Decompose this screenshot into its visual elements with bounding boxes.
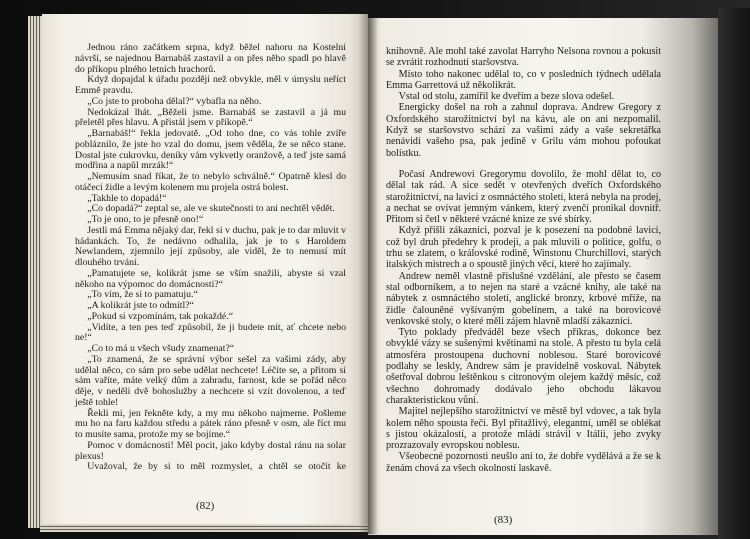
right-edge-shadow <box>718 8 750 539</box>
paragraph: „Barnabáš!“ řekla jedovatě. „Od toho dne, co vás tohle zvíře pobláznilo, že jste ho vzal do domu, jsem věděla, že se něco stane. Dostal jste cukrovku, deníky vám vykvetly oranžově, a teď jste samá modřina a napůl mrzák!“ <box>75 128 346 172</box>
paragraph: Jednou ráno začátkem srpna, když běžel nahoru na Kostelní návrší, se najednou Barnabáš zastavil a on přes něho spadl po hlavě do příkopu plného letních hrachorů. <box>75 42 346 75</box>
paragraph: Tyto poklady předváděl beze všech příkras, dokonce bez obvyklé vázy se sušenými květinami na stole. A přesto tu byla celá atmosféra prostoupena duchovní noblesou. Staré borovicové podlahy se leskly, Andrew sám je pravidelně voskoval. Nábytek ošetřoval dobrou leštěnkou s citronovým olejem každý měsíc, což všechno dohromady dodávalo jeho obchodu lákavou charakteristickou vůni. <box>386 327 661 406</box>
paragraph: Nedokázal lhát. „Běželi jsme. Barnabáš se zastavil a já mu přeletěl přes hlavu. A přistál jsem v příkopě.“ <box>75 106 346 129</box>
paragraph: Majitel nejlepšího starožitnictví ve městě byl vdovec, a tak byla kolem něho spousta řečí. Byl přitažlivý, elegantní, uměl se oblékat s jistou okázalostí, a protože mládí strávil v Itálii, jeho zvyky prozrazovaly evropskou noblesu. <box>386 406 661 452</box>
paragraph: „Co jste to proboha dělal?“ vybafla na něho. <box>87 95 262 107</box>
page-number-left: (82) <box>196 500 215 512</box>
section-break <box>386 159 661 169</box>
paragraph: knihovně. Ale mohl také zavolat Harryho Nelsona rovnou a pokusit se zvrátit rozhodnutí staršovstva. <box>386 46 661 69</box>
paragraph: Když přišli zákazníci, pozval je k posezení na podobné lavici, což byl druh předehry k prodeji, a pak mluvili o politice, golfu, o trhu se zlatem, o královské rodině, Winstonu Churchillovi, starých italských mistrech a o spoustě jiných věcí, které ho zajímaly. <box>386 225 661 271</box>
page-edge-stack-bottom <box>40 524 368 532</box>
paragraph: „Takhle to dopadá!“ <box>87 192 167 204</box>
paragraph: Jestli má Emma nějaký dar, řekl si v duchu, pak je to dar mluvit v hádankách. To, že nedávno odhalila, jak je to s Haroldem Newlandem, zjemnilo její způsoby, ale viděl, že to nemusí mít dlouhého trvání. <box>75 224 346 268</box>
paragraph: „Pokud si vzpomínám, tak pokaždé.“ <box>87 310 234 322</box>
paragraph: „A kolikrát jste to odmítl?“ <box>87 300 194 311</box>
paragraph: Pomoc v domácnosti! Měl pocit, jako kdyby dostal ránu na solar plexus! <box>75 439 346 462</box>
paragraph: „Pamatujete se, kolikrát jsme se vším snažili, abyste si vzal někoho na výpomoc do domácnosti?“ <box>75 267 346 290</box>
paragraph: Místo toho nakonec udělal to, co v posledních týdnech udělala Emma Garrettová už několikrát. <box>386 68 661 91</box>
paragraph: Energicky došel na roh a zahnul doprava. Andrew Gregory z Oxfordského starožitnictví byl na kávu, ale on ani nezpomalil. Když se staršovstvo schází za vašimi zády a vaše sekretářka nenávidí vašeho psa, pak jedině v Grilu vám mohou pofoukat bolístku. <box>386 102 661 159</box>
paragraph: „Vidíte, a ten pes teď způsobil, že ji budete mít, ať chcete nebo ne!“ <box>75 321 346 344</box>
paragraph: „To je ono, to je přesně ono!“ <box>87 214 204 225</box>
paragraph: Když dopajdal k úřadu později než obvykle, měl v úmyslu neříct Emmě pravdu. <box>75 74 346 96</box>
paragraph: „To vím, že si to pamatuju.“ <box>87 289 198 301</box>
paragraph: Počasí Andrewovi Gregorymu dovolilo, že mohl dělat to, co dělal tak rád. A sice sedět v otevřených dveřích Oxfordského starožitnictví, na lavici z osmnáctého století, která nebyla na prodej, a nechat se ovívat jemným vánkem, který zvenčí pronikal dovnitř. Přitom si četl v některé vzácné knize ze své sbírky. <box>386 168 661 226</box>
right-page-text <box>386 46 661 474</box>
paragraph: „Nemusím snad říkat, že to nebylo schválně.“ Opatrně klesl do otáčecí židle a levým kolenem mu projela ostrá bolest. <box>75 171 346 193</box>
gutter-shadow <box>358 14 378 534</box>
paragraph: „To znamená, že se správní výbor sešel za vašimi zády, aby udělal něco, co sám pro sebe udělat nechcete! Léčíte se, a přitom si sám vaříte, máte velký dům a zahradu, farnost, kde se pořád něco děje, v neděli dvě bohoslužby a nechcete si vzít dovolenou, a teď ještě tohle! <box>75 353 346 408</box>
paragraph: „Co to má u všech všudy znamenat?“ <box>87 343 235 354</box>
paragraph: Všeobecné pozornosti neušlo ani to, že dobře vydělává a že se k ženám chová za všech okolností laskavě. <box>386 451 661 474</box>
paragraph: Uvažoval, že by si to měl rozmyslet, a chtěl se otočit ke <box>87 461 346 473</box>
paragraph: Vstal od stolu, zamířil ke dveřím a beze slova odešel. <box>398 91 615 103</box>
paragraph: Andrew neměl vlastně příslušné vzdělání, ale přesto se časem stal odborníkem, a to nejen na staré a vzácné knihy, ale také na nábytek z osmnáctého století, anglické bronzy, krbové mříže, na židle čalouněné vyšívaným gobelínem, a také na borovicové venkovské stoly, o které měli zájem hlavně mladší zákazníci. <box>386 270 661 327</box>
page-edge-stack-left <box>28 16 43 528</box>
paragraph: „Co dopadá?“ zeptal se, ale ve skutečnosti to ani nechtěl vědět. <box>87 203 335 215</box>
left-page-text <box>75 43 346 473</box>
paragraph: Řekli mi, jen řekněte kdy, a my mu někoho najmeme. Pošleme mu ho na faru každou středu a pátek ráno přesně v osm, ale říct mu to musíte sama, protože my se bojíme.“ <box>75 407 346 440</box>
page-number-right: (83) <box>494 514 513 526</box>
